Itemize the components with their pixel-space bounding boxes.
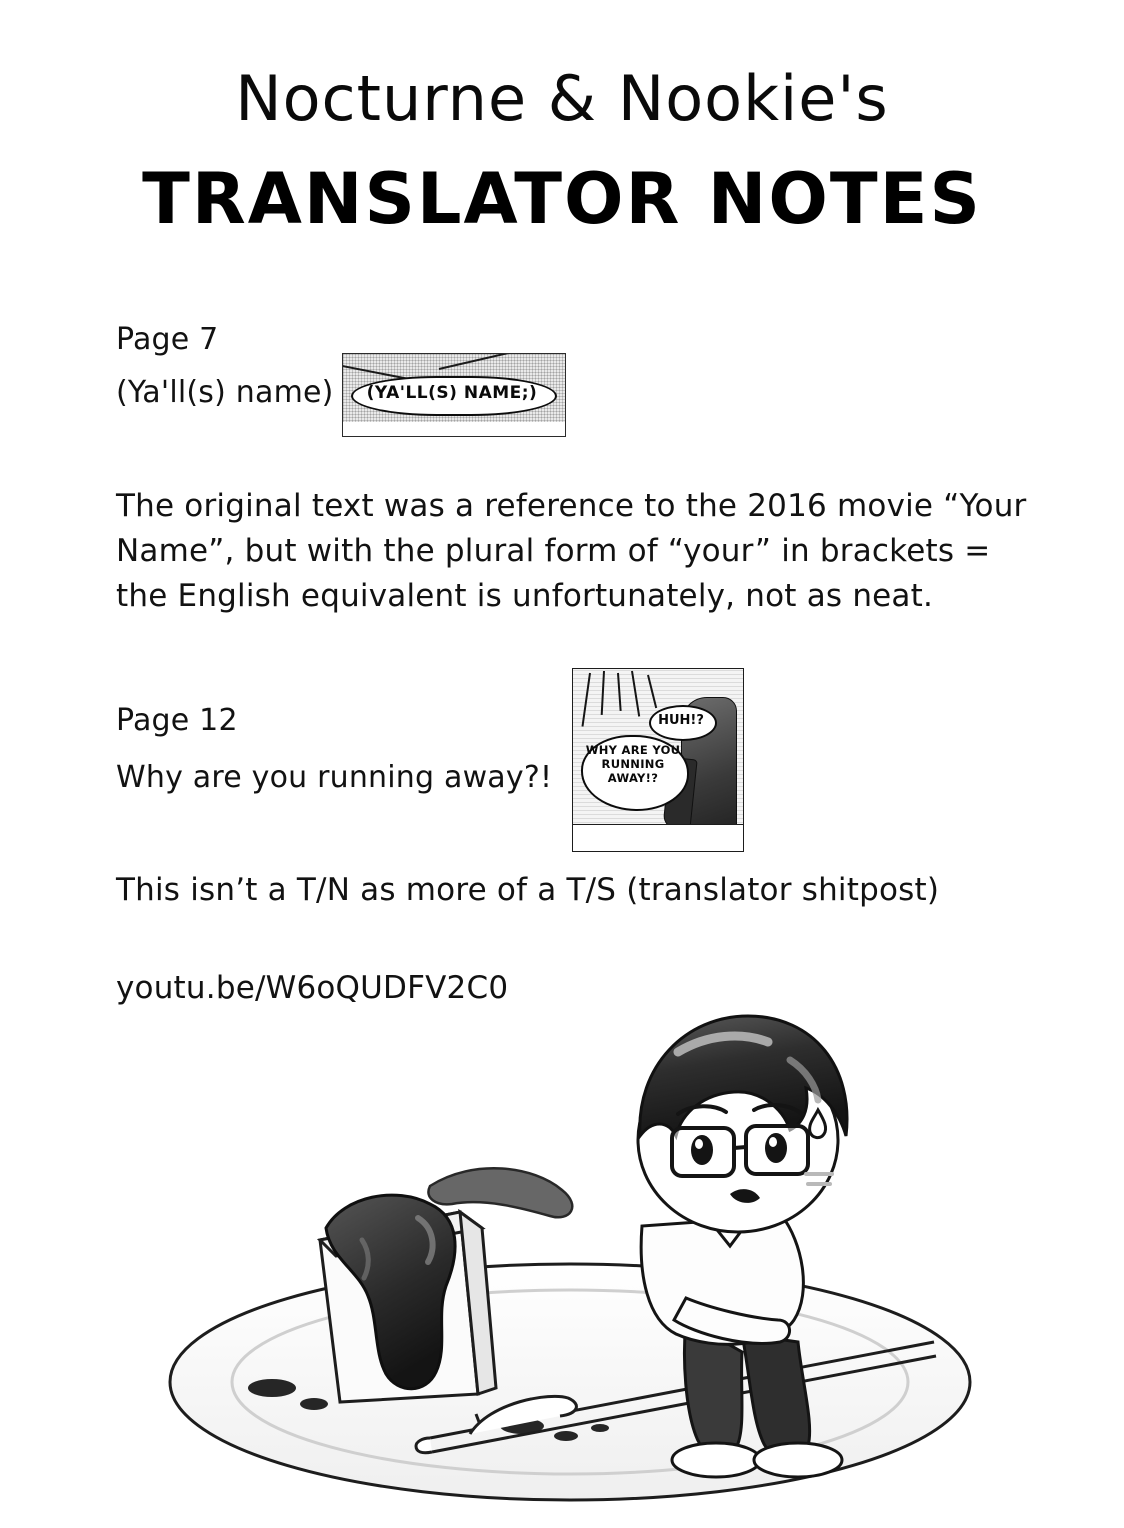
plate bbox=[170, 1264, 970, 1500]
panel-bottom-strip bbox=[343, 422, 565, 436]
manga-panel-running-away bbox=[572, 668, 744, 852]
panel-ground bbox=[573, 824, 743, 851]
note-1-page-label: Page 7 bbox=[116, 322, 219, 357]
youtube-link[interactable]: youtu.be/W6oQUDFV2C0 bbox=[116, 970, 509, 1006]
note-2-body: This isn’t a T/N as more of a T/S (translator shitpost) bbox=[116, 872, 940, 908]
note-1-body: The original text was a reference to the 2016 movie “Your Name”, but with the plural form of “your” in brackets = the English equivalent is unfortunately, not as neat. bbox=[116, 488, 1027, 614]
manga-panel-yall-name bbox=[342, 353, 566, 437]
cake-slice bbox=[320, 1195, 496, 1402]
speech-bubble-text: (YA'LL(S) NAME;) bbox=[366, 383, 538, 403]
panel-speed-line bbox=[439, 353, 566, 370]
page-title-bold: TRANSLATOR NOTES bbox=[142, 158, 982, 240]
chibi-cake-illustration bbox=[130, 990, 1010, 1520]
speech-bubble-why-text: WHY ARE YOU RUNNING AWAY!? bbox=[585, 743, 681, 785]
speech-bubble-huh-text: HUH!? bbox=[658, 713, 704, 728]
note-2-page-label: Page 12 bbox=[116, 703, 238, 738]
sauce-drizzle bbox=[428, 1168, 572, 1217]
page-title-script: Nocturne & Nookie's bbox=[235, 62, 889, 135]
note-2-title: Why are you running away?! bbox=[116, 760, 553, 795]
note-1-title: (Ya'll(s) name) bbox=[116, 375, 334, 410]
